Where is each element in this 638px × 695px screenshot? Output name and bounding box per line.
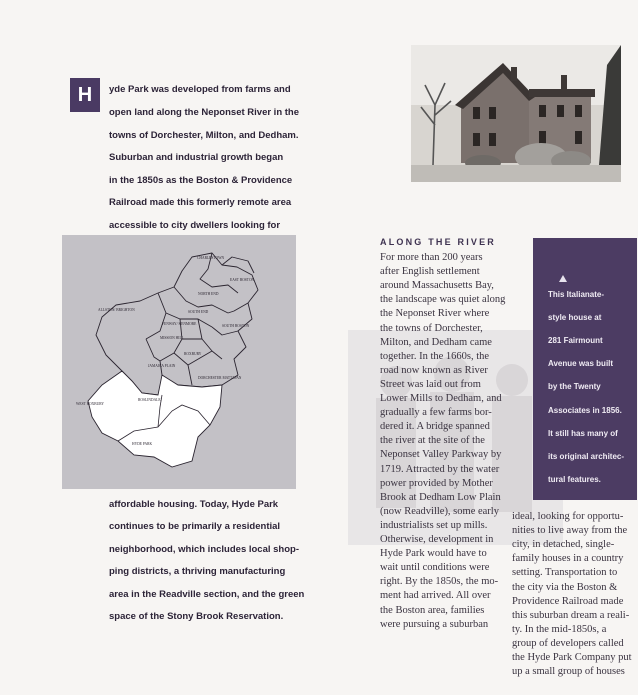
text-line: This Italianate- <box>548 290 605 299</box>
house-photo <box>411 45 621 182</box>
text-line: dered it. A bridge spanned <box>380 421 490 433</box>
text-line: setting. Transportation to <box>512 567 618 579</box>
map-label: SOUTH END <box>188 310 209 314</box>
text-line: For more than 200 years <box>380 252 483 263</box>
drop-cap: H <box>70 78 100 112</box>
text-line: gradually a few farms bor- <box>380 407 492 419</box>
text-line: power provided by Mother <box>380 477 493 489</box>
map-label: WEST ROXBURY <box>76 402 104 406</box>
text-line: by the Twenty <box>548 382 601 392</box>
photo-caption <box>533 238 637 500</box>
intro-line: Suburban and industrial growth began <box>109 152 284 163</box>
text-line: up a small group of houses <box>512 666 625 678</box>
intro-line: ping districts, a thriving manufacturing <box>109 566 286 577</box>
map-label: ROSLINDALE <box>138 398 161 402</box>
text-line: were pursuing a suburban <box>380 618 489 630</box>
text-line: Brook at Dedham Low Plain <box>380 491 501 503</box>
section-heading: ALONG THE RIVER <box>380 237 497 247</box>
text-line: It still has many of <box>548 428 618 438</box>
text-line: the towns of Dorchester, <box>380 322 483 334</box>
text-line: Associates in 1856. <box>548 405 622 415</box>
text-line: its original architec- <box>548 451 625 461</box>
intro-line: towns of Dorchester, Milton, and Dedham. <box>109 130 299 141</box>
text-line: 1719. Attracted by the water <box>380 463 500 475</box>
intro-line: open land along the Neponset River in the <box>109 107 300 118</box>
text-line: Neponset Valley Parkway by <box>380 449 502 461</box>
map-label: ROXBURY <box>184 352 202 356</box>
text-line: Street was laid out from <box>380 378 481 390</box>
text-line: family houses in a country <box>512 553 624 565</box>
intro-line: affordable housing. Today, Hyde Park <box>109 499 279 510</box>
text-line: ty. In the mid-1850s, a <box>512 623 607 635</box>
text-line: the Boston area, families <box>380 604 485 616</box>
text-line: Avenue was built <box>548 359 614 369</box>
text-line: wait until conditions were <box>380 562 490 574</box>
intro-line: in the 1850s as the Boston & Providence <box>109 175 293 186</box>
text-line: road now known as River <box>380 364 488 376</box>
text-line: 281 Fairmount <box>548 336 603 346</box>
intro-line: neighborhood, which includes local shop- <box>109 544 300 555</box>
text-line: Otherwise, development in <box>380 534 494 545</box>
map-label: HYDE PARK <box>132 442 153 446</box>
text-line: the river at the site of the <box>380 435 485 447</box>
intro-line: area in the Readville section, and the green <box>109 589 305 600</box>
intro-line: space of the Stony Brook Reservation. <box>109 611 284 622</box>
text-line: this suburban dream a reali- <box>512 609 630 621</box>
map-label: FENWAY/ KENMORE <box>162 322 197 326</box>
map-label: JAMAICA PLAIN <box>148 364 176 368</box>
text-line: the Hyde Park Company put <box>512 652 632 663</box>
map-label: DORCHESTER MATTAPAN <box>198 376 242 380</box>
map-label: MISSION HILL <box>160 336 184 340</box>
text-line: the Neponset River where <box>380 308 490 320</box>
text-line: together. In the 1660s, the <box>380 350 490 362</box>
text-line: industrialists set up mills. <box>380 519 488 531</box>
map-label: CHARLESTOWN <box>197 256 225 260</box>
text-line: around Massachusetts Bay, <box>380 280 494 292</box>
text-line: nities to live away from the <box>512 525 628 537</box>
text-line: Milton, and Dedham came <box>380 336 492 348</box>
text-line: the city via the Boston & <box>512 581 618 593</box>
intro-line: accessible to city dwellers looking for <box>109 220 281 231</box>
text-line: city, in detached, single- <box>512 539 615 551</box>
map-label: SOUTH BOSTON <box>222 324 250 328</box>
map-label: EAST BOSTON <box>230 278 255 282</box>
text-line: style house at <box>548 313 602 323</box>
text-line: Providence Railroad made <box>512 595 624 607</box>
text-line: group of developers called <box>512 637 624 649</box>
text-line: Hyde Park would have to <box>380 548 487 560</box>
text-line: right. By the 1850s, the mo- <box>380 576 499 588</box>
map-graphic <box>62 235 296 489</box>
house-image <box>411 45 621 182</box>
text-line: after English settlement <box>380 266 480 278</box>
map-label: NORTH END <box>198 292 219 296</box>
intro-line: Railroad made this formerly remote area <box>109 197 292 208</box>
intro-line: yde Park was developed from farms and <box>109 84 291 95</box>
text-line: ment had arrived. All over <box>380 590 491 602</box>
text-line: Lower Mills to Dedham, and <box>380 393 502 404</box>
map-label: ALLSTON/ BRIGHTON <box>98 308 135 312</box>
neighborhood-map <box>62 235 296 489</box>
triangle-up-icon <box>559 275 567 282</box>
text-line: the landscape was quiet along <box>380 294 506 306</box>
text-line: (now Readville), some early <box>380 505 499 517</box>
text-line: tural features. <box>548 474 601 484</box>
text-line: ideal, looking for opportu- <box>512 511 624 522</box>
intro-line: continues to be primarily a residential <box>109 521 281 532</box>
